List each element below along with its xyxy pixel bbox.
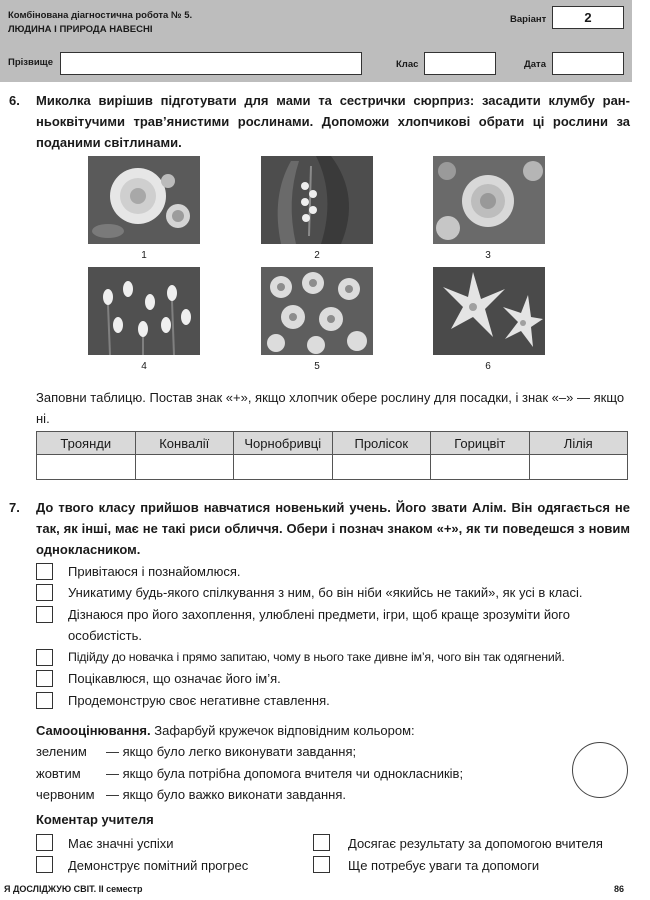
lily-photo — [433, 267, 545, 355]
comment-label: Має значні успіхи — [68, 836, 174, 851]
col-header: Пролісок — [332, 432, 431, 455]
photo-number: 1 — [141, 250, 147, 261]
option-checkbox[interactable] — [36, 670, 53, 687]
q6-number: 6. — [9, 93, 20, 108]
rose-photo — [88, 156, 200, 244]
color-word: жовтим — [36, 766, 81, 781]
self-assessment-heading — [36, 720, 415, 741]
answer-cell[interactable] — [135, 455, 234, 480]
option-label: Продемонструю своє негативне ставлення. — [68, 693, 330, 708]
self-assessment-instruction: Зафарбуй кружечок відповідним кольором: — [154, 723, 415, 738]
book-title: Я ДОСЛІДЖУЮ СВІТ. ІІ семестр — [4, 884, 143, 894]
option-checkbox[interactable] — [36, 692, 53, 709]
title-line-2: ЛЮДИНА І ПРИРОДА НАВЕСНІ — [8, 24, 153, 35]
col-header: Лілія — [529, 432, 628, 455]
surname-label: Прізвище — [8, 57, 53, 68]
color-row — [36, 763, 463, 784]
answer-cell[interactable] — [529, 455, 628, 480]
marigold-photo — [433, 156, 545, 244]
option-label: Поцікавлюся, що означає його ім’я. — [68, 671, 281, 686]
color-meaning: — якщо було легко виконувати завдання; — [106, 744, 357, 759]
comment-checkbox[interactable] — [313, 834, 330, 851]
photo-number: 5 — [314, 361, 320, 372]
option-label: Підійду до новачка і прямо запитаю, чому в нього таке дивне ім’я, чого він так одягнений. — [68, 650, 565, 664]
teacher-comment-title: Коментар учителя — [36, 812, 154, 827]
date-label: Дата — [524, 59, 546, 70]
class-field[interactable] — [424, 52, 496, 75]
option-label: Уникатиму будь-якого спілкування з ним, бо він ніби «якийсь не такий», як усі в класі. — [68, 585, 583, 600]
lily-of-the-valley-photo — [261, 156, 373, 244]
q7-number: 7. — [9, 500, 20, 515]
variant-value: 2 — [584, 10, 592, 25]
col-header: Горицвіт — [431, 432, 530, 455]
comment-checkbox[interactable] — [36, 834, 53, 851]
self-assessment-circle[interactable] — [572, 742, 628, 798]
option-checkbox[interactable] — [36, 649, 53, 666]
title-line-1: Комбінована діагностична робота № 5. — [8, 10, 193, 21]
col-header: Чорнобривці — [234, 432, 333, 455]
answer-cell[interactable] — [37, 455, 136, 480]
q6-text: Миколка вирішив підготувати для мами та сестрички сюрприз: засадити клумбу ранньоквітучими трав’янистими рослинами. Допоможи хлопчикові обрати ці рослини за поданими світлинами. — [36, 93, 630, 150]
photo-number: 2 — [314, 250, 320, 261]
variant-label: Варіант — [510, 14, 547, 25]
table-answer-row — [37, 455, 628, 480]
answer-table — [36, 431, 628, 480]
header-band — [0, 0, 632, 82]
date-field[interactable] — [552, 52, 624, 75]
class-label: Клас — [396, 59, 419, 70]
surname-field[interactable] — [60, 52, 362, 75]
self-assessment-title: Самооцінювання. — [36, 723, 151, 738]
option-label: Дізнаюся про його захоплення, улюблені предмети, ігри, щоб краще зрозуміти його особистість. — [68, 607, 570, 643]
snowdrop-photo — [88, 267, 200, 355]
answer-cell[interactable] — [431, 455, 530, 480]
page-number: 86 — [614, 884, 625, 894]
option-label: Привітаюся і познайомлюся. — [68, 564, 241, 579]
answer-cell[interactable] — [332, 455, 431, 480]
col-header: Конвалії — [135, 432, 234, 455]
table-header-row — [37, 432, 628, 455]
worksheet-title — [8, 9, 192, 37]
q7-text: До твого класу прийшов навчатися новенький учень. Його звати Алім. Він одягається не так, як інші, має не такі риси обличчя. Обери і познач знаком «+», як ти поведешся з новим однокласником. — [36, 500, 630, 557]
option-checkbox[interactable] — [36, 606, 53, 623]
color-row — [36, 784, 346, 805]
answer-cell[interactable] — [234, 455, 333, 480]
comment-checkbox[interactable] — [36, 856, 53, 873]
col-header: Троянди — [37, 432, 136, 455]
comment-label: Досягає результату за допомогою вчителя — [348, 836, 603, 851]
color-word: зеленим — [36, 744, 87, 759]
q6-instruction: Заповни таблицю. Постав знак «+», якщо хлопчик обере рослину для посадки, і знак «–» — якщо ні. — [36, 390, 625, 426]
photo-number: 6 — [485, 361, 491, 372]
option-checkbox[interactable] — [36, 584, 53, 601]
adonis-photo — [261, 267, 373, 355]
comment-label: Ще потребує уваги та допомоги — [348, 858, 540, 873]
option-checkbox[interactable] — [36, 563, 53, 580]
color-word: червоним — [36, 787, 95, 802]
color-meaning: — якщо була потрібна допомога вчителя чи однокласників; — [106, 766, 464, 781]
photo-number: 4 — [141, 361, 147, 372]
variant-field[interactable] — [552, 6, 624, 29]
photo-number: 3 — [485, 250, 491, 261]
color-meaning: — якщо було важко виконати завдання. — [106, 787, 346, 802]
color-row — [36, 741, 356, 762]
comment-checkbox[interactable] — [313, 856, 330, 873]
comment-label: Демонструє помітний прогрес — [68, 858, 249, 873]
